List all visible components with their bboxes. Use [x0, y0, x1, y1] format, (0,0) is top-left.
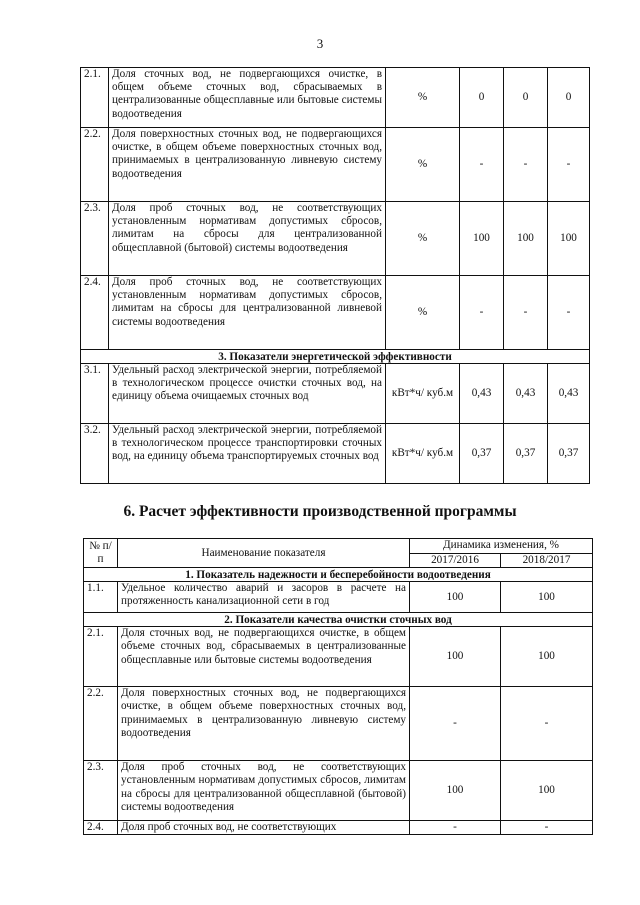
- row-value: 100: [410, 627, 501, 687]
- row-value: 100: [501, 627, 593, 687]
- row-number: 1.1.: [84, 582, 118, 613]
- row-unit: кВт*ч/ куб.м: [386, 364, 460, 424]
- row-text: Доля проб сточных вод, не соответствующих установленным нормативам допустимых сбросов, лимитам на сбросы для централизованной общесплавной (бытовой) системы водоотведения: [109, 202, 386, 276]
- row-text: Доля сточных вод, не подвергающихся очистке, в общем объеме сточных вод, сбрасываемых в централизованные общесплавные или бытовые системы водоотведения: [118, 627, 410, 687]
- section-title: 3. Показатели энергетической эффективности: [81, 350, 590, 364]
- section-heading: 6. Расчет эффективности производственной программы: [123, 503, 517, 520]
- row-text: Доля проб сточных вод, не соответствующих установленным нормативам допустимых сбросов, лимитам на сбросы для централизованной ливневой системы водоотведения: [109, 276, 386, 350]
- row-unit: %: [386, 128, 460, 202]
- column-header-year: 2017/2016: [410, 554, 501, 568]
- row-value: 100: [504, 202, 548, 276]
- column-header-dynamics: Динамика изменения, %: [410, 539, 593, 554]
- section-row: [81, 350, 590, 364]
- table-row: [81, 202, 590, 276]
- table-row: [84, 761, 593, 821]
- row-number: 3.2.: [81, 424, 109, 484]
- row-value: 0,43: [548, 364, 590, 424]
- row-value: -: [410, 821, 501, 835]
- indicators-table-top: [80, 67, 590, 484]
- row-unit: %: [386, 68, 460, 128]
- table-row: [84, 687, 593, 761]
- column-header-year: 2018/2017: [501, 554, 593, 568]
- row-unit: %: [386, 276, 460, 350]
- row-text: Доля проб сточных вод, не соответствующих: [118, 821, 410, 835]
- section-title: 2. Показатели качества очистки сточных вод: [84, 613, 593, 627]
- row-value: 0,37: [548, 424, 590, 484]
- table-row: [81, 424, 590, 484]
- row-value: -: [460, 128, 504, 202]
- row-text: Удельное количество аварий и засоров в расчете на протяженность канализационной сети в год: [118, 582, 410, 613]
- row-number: 2.2.: [81, 128, 109, 202]
- efficiency-table: [83, 538, 593, 835]
- row-value: -: [548, 276, 590, 350]
- row-number: 2.4.: [81, 276, 109, 350]
- column-header-name: Наименование показателя: [118, 539, 410, 568]
- row-number: 2.1.: [84, 627, 118, 687]
- row-text: Доля сточных вод, не подвергающихся очистке, в общем объеме сточных вод, сбрасываемых в централизованные общесплавные или бытовые системы водоотведения: [109, 68, 386, 128]
- row-text: Доля поверхностных сточных вод, не подвергающихся очистке, в общем объеме поверхностных сточных вод, принимаемых в централизованную ливневую систему водоотведения: [118, 687, 410, 761]
- row-value: 100: [410, 582, 501, 613]
- row-value: 100: [460, 202, 504, 276]
- row-value: -: [548, 128, 590, 202]
- row-value: 100: [501, 582, 593, 613]
- section-title: 1. Показатель надежности и бесперебойности водоотведения: [84, 568, 593, 582]
- row-number: 2.3.: [84, 761, 118, 821]
- table-row: [81, 276, 590, 350]
- table-row: [81, 68, 590, 128]
- row-value: 0,37: [504, 424, 548, 484]
- row-value: 0: [548, 68, 590, 128]
- row-text: Доля проб сточных вод, не соответствующих установленным нормативам допустимых сбросов, лимитам на сбросы для централизованной общесплавной (бытовой) системы водоотведения: [118, 761, 410, 821]
- section-row: [84, 568, 593, 582]
- row-value: -: [410, 687, 501, 761]
- row-number: 2.3.: [81, 202, 109, 276]
- table-row: [81, 128, 590, 202]
- row-value: 0: [504, 68, 548, 128]
- row-value: 0,37: [460, 424, 504, 484]
- table-row: [81, 364, 590, 424]
- section-row: [84, 613, 593, 627]
- row-value: -: [460, 276, 504, 350]
- row-value: -: [501, 687, 593, 761]
- row-text: Доля поверхностных сточных вод, не подвергающихся очистке, в общем объеме поверхностных сточных вод, принимаемых в централизованную ливневую систему водоотведения: [109, 128, 386, 202]
- row-number: 2.4.: [84, 821, 118, 835]
- row-value: 100: [410, 761, 501, 821]
- table-row: [84, 627, 593, 687]
- column-header-number: № п/п: [84, 539, 118, 568]
- row-number: 2.1.: [81, 68, 109, 128]
- row-number: 3.1.: [81, 364, 109, 424]
- row-value: -: [501, 821, 593, 835]
- row-value: 100: [548, 202, 590, 276]
- row-number: 2.2.: [84, 687, 118, 761]
- page-number: 3: [316, 36, 324, 51]
- row-unit: %: [386, 202, 460, 276]
- header-row: [84, 539, 593, 554]
- row-value: -: [504, 276, 548, 350]
- row-value: 0,43: [460, 364, 504, 424]
- row-text: Удельный расход электрической энергии, потребляемой в технологическом процессе очистки сточных вод, на единицу объема очищаемых сточных вод: [109, 364, 386, 424]
- row-text: Удельный расход электрической энергии, потребляемой в технологическом процессе транспортировки сточных вод, на единицу объема транспортируемых сточных вод: [109, 424, 386, 484]
- row-value: 100: [501, 761, 593, 821]
- row-value: -: [504, 128, 548, 202]
- row-unit: кВт*ч/ куб.м: [386, 424, 460, 484]
- row-value: 0: [460, 68, 504, 128]
- table-row: [84, 821, 593, 835]
- table-row: [84, 582, 593, 613]
- row-value: 0,43: [504, 364, 548, 424]
